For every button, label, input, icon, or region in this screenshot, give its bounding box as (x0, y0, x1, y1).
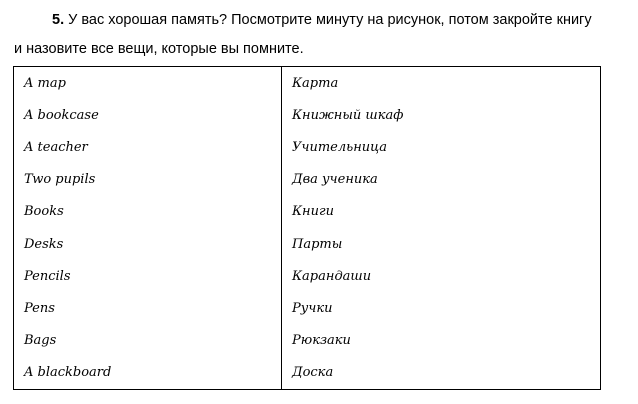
english-word: A map (14, 67, 282, 100)
table-row (14, 67, 601, 100)
table-row (14, 260, 601, 292)
table-row (14, 164, 601, 196)
english-word: A blackboard (14, 357, 282, 390)
table-row (14, 131, 601, 163)
english-word: Pens (14, 292, 282, 324)
task-number: 5. (52, 12, 65, 28)
task-text-line-1: У вас хорошая память? Посмотрите минуту на рисунок, потом закройте книгу (68, 12, 592, 28)
task-heading (14, 6, 626, 64)
vocabulary-table (13, 66, 601, 390)
task-line-1 (14, 6, 626, 35)
english-word: Desks (14, 228, 282, 260)
english-word: Pencils (14, 260, 282, 292)
english-word: Two pupils (14, 164, 282, 196)
english-word: Bags (14, 325, 282, 357)
english-word: A bookcase (14, 99, 282, 131)
russian-word: Учительница (282, 131, 601, 163)
english-word: Books (14, 196, 282, 228)
task-text-line-2: и назовите все вещи, которые вы помните. (14, 41, 304, 57)
table-row (14, 357, 601, 390)
russian-word: Рюкзаки (282, 325, 601, 357)
russian-word: Парты (282, 228, 601, 260)
russian-word: Доска (282, 357, 601, 390)
russian-word: Книги (282, 196, 601, 228)
russian-word: Карта (282, 67, 601, 100)
table-row (14, 292, 601, 324)
table-row (14, 228, 601, 260)
russian-word: Книжный шкаф (282, 99, 601, 131)
russian-word: Карандаши (282, 260, 601, 292)
table-row (14, 325, 601, 357)
russian-word: Ручки (282, 292, 601, 324)
table-row (14, 196, 601, 228)
english-word: A teacher (14, 131, 282, 163)
russian-word: Два ученика (282, 164, 601, 196)
table-row (14, 99, 601, 131)
